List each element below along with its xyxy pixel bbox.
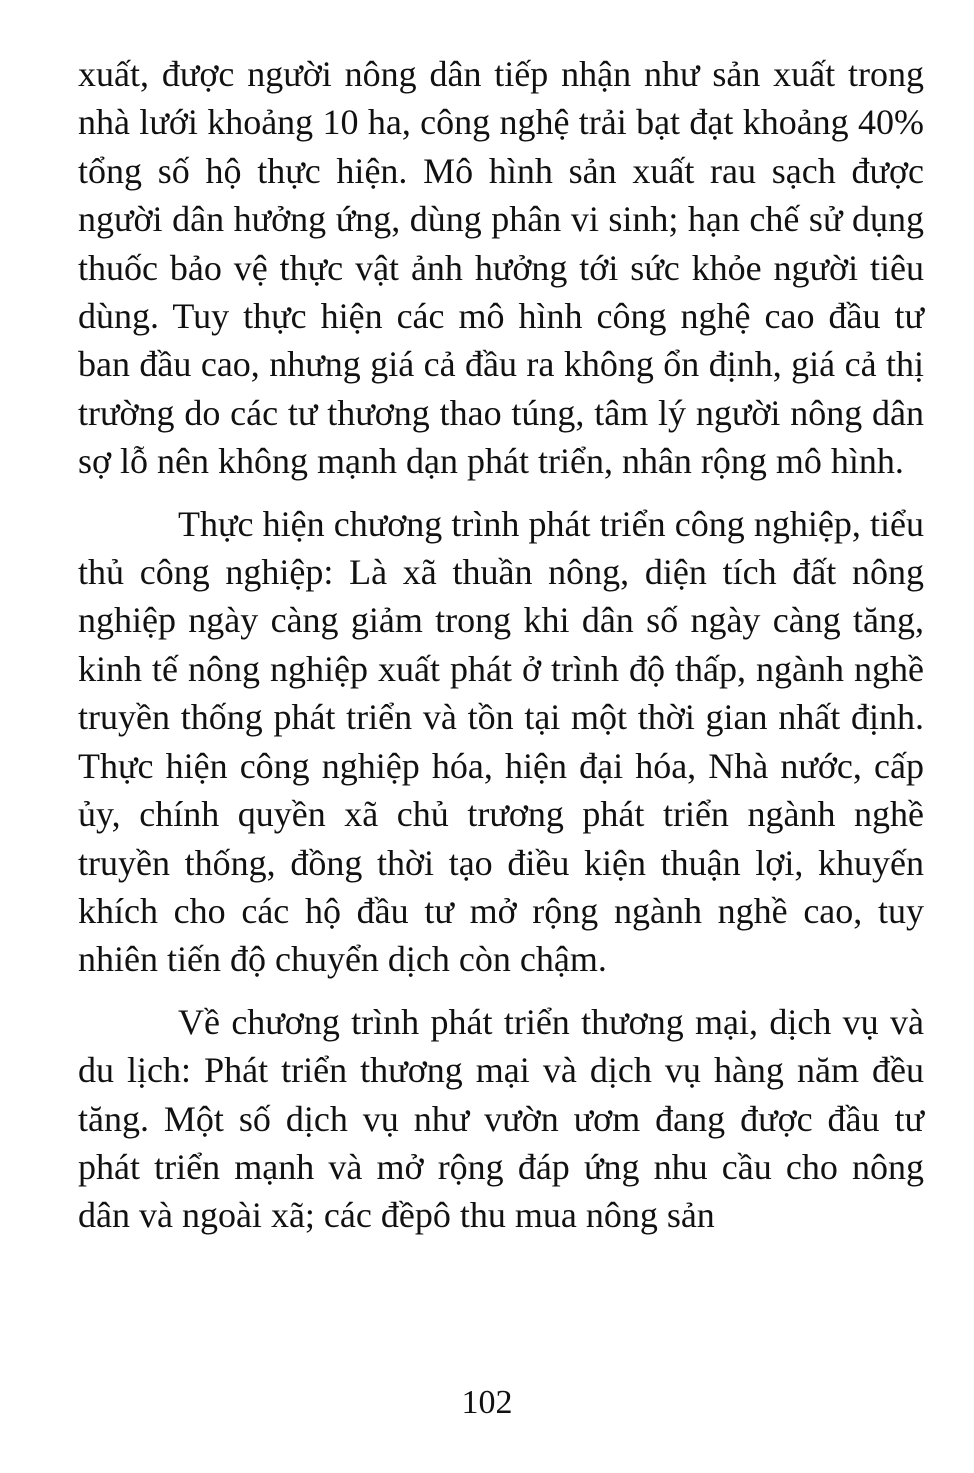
paragraph-3: Về chương trình phát triển thương mại, dịch vụ và du lịch: Phát triển thương mại và dịch vụ hàng năm đều tăng. Một số dịch vụ như vườn ươm đang được đầu tư phát triển mạnh và mở rộng đáp ứng nhu cầu cho nông dân và ngoài xã; các đềpô thu mua nông sản: [78, 1001, 924, 1236]
paragraph-2: Thực hiện chương trình phát triển công nghiệp, tiểu thủ công nghiệp: Là xã thuần nông, diện tích đất nông nghiệp ngày càng giảm trong khi dân số ngày càng tăng, kinh tế nông nghiệp xuất phát ở trình độ thấp, ngành nghề truyền thống phát triển và tồn tại một thời gian nhất định. Thực hiện công nghiệp hóa, hiện đại hóa, Nhà nước, cấp ủy, chính quyền xã chủ trương phát triển ngành nghề truyền thống, đồng thời tạo điều kiện thuận lợi, khuyến khích cho các hộ đầu tư mở rộng ngành nghề cao, tuy nhiên tiến độ chuyển dịch còn chậm.: [78, 503, 924, 980]
body-text: [78, 50, 924, 1240]
page-number: 102: [461, 1384, 513, 1421]
paragraph-1: xuất, được người nông dân tiếp nhận như sản xuất trong nhà lưới khoảng 10 ha, công nghệ trải bạt đạt khoảng 40% tổng số hộ thực hiện. Mô hình sản xuất rau sạch được người dân hưởng ứng, dùng phân vi sinh; hạn chế sử dụng thuốc bảo vệ thực vật ảnh hưởng tới sức khỏe người tiêu dùng. Tuy thực hiện các mô hình công nghệ cao đầu tư ban đầu cao, nhưng giá cả đầu ra không ổn định, giá cả thị trường do các tư thương thao túng, tâm lý người nông dân sợ lỗ nên không mạnh dạn phát triển, nhân rộng mô hình.: [78, 54, 924, 482]
